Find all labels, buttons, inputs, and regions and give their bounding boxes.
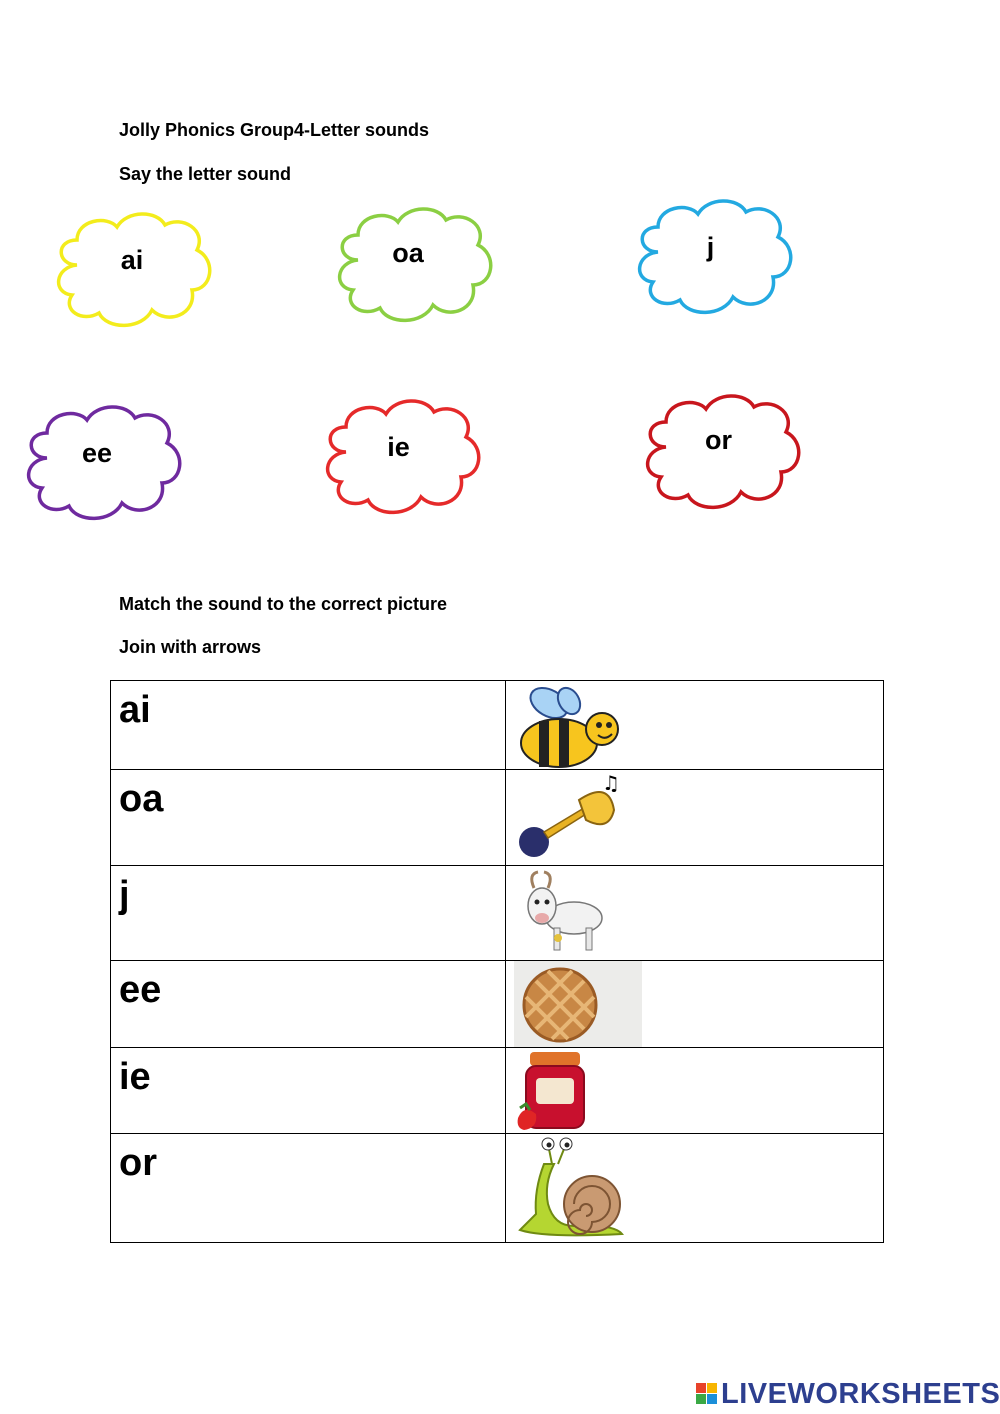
sound-cell[interactable]: or: [111, 1134, 506, 1243]
picture-cell-horn[interactable]: [506, 770, 884, 866]
table-row: [111, 866, 884, 961]
sound-cell[interactable]: ai: [111, 681, 506, 770]
pie-icon: [514, 961, 642, 1047]
picture-cell-bee[interactable]: [506, 681, 884, 770]
picture-cell-snail[interactable]: [506, 1134, 884, 1243]
cloud-label: ie: [387, 432, 410, 462]
sound-cloud-or: [636, 387, 806, 517]
cloud-label: or: [705, 425, 732, 455]
sound-cloud-ai: [47, 205, 217, 335]
sound-cloud-oa: [328, 200, 498, 330]
goat-icon: [514, 866, 614, 961]
picture-cell-pie[interactable]: [506, 961, 884, 1048]
cloud-label: j: [706, 232, 715, 262]
picture-cell-goat[interactable]: [506, 866, 884, 961]
bee-icon: [514, 681, 624, 770]
table-row: [111, 961, 884, 1048]
picture-cell-jam[interactable]: [506, 1048, 884, 1134]
liveworksheets-logo: [696, 1374, 1000, 1414]
svg-text:♫: ♫: [602, 771, 620, 795]
sound-cell[interactable]: oa: [111, 770, 506, 866]
snail-icon: [514, 1134, 629, 1243]
sound-cell[interactable]: j: [111, 866, 506, 961]
sound-cloud-ie: [316, 392, 486, 522]
cloud-label: ai: [120, 245, 144, 275]
logo-mark-icon: [696, 1383, 718, 1405]
cloud-label: oa: [392, 238, 424, 268]
table-row: [111, 770, 884, 866]
jam-jar-icon: [514, 1048, 624, 1134]
table-row: [111, 1048, 884, 1134]
instruction-join-arrows: Join with arrows: [119, 637, 262, 657]
instruction-match: Match the sound to the correct picture: [119, 594, 448, 614]
sound-cell[interactable]: ie: [111, 1048, 506, 1134]
sound-cloud-j: [628, 192, 798, 322]
sound-cell[interactable]: ee: [111, 961, 506, 1048]
table-row: [111, 681, 884, 770]
horn-icon: [514, 770, 624, 866]
worksheet-title: Jolly Phonics Group4-Letter sounds: [119, 120, 430, 140]
matching-table: [110, 680, 884, 1243]
cloud-label: ee: [81, 438, 113, 468]
sound-cloud-ee: [17, 398, 187, 528]
instruction-say-sound: Say the letter sound: [119, 164, 292, 184]
table-row: [111, 1134, 884, 1243]
logo-text: LIVEWORKSHEETS: [721, 1377, 1000, 1410]
